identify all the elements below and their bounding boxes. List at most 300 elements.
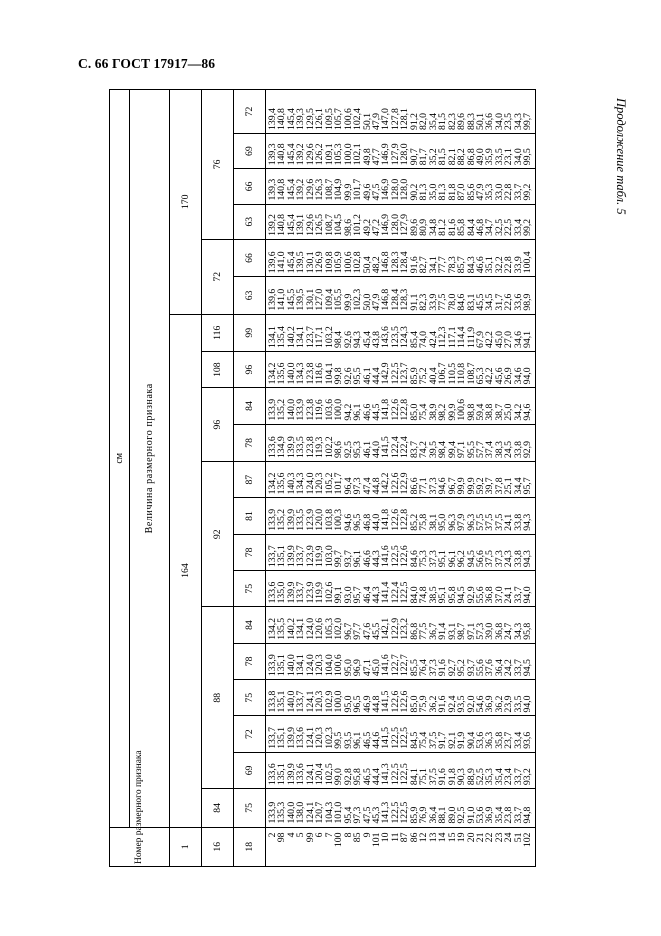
data-cell: 139,6	[267, 251, 278, 274]
data-cell: 88,2	[456, 148, 468, 166]
data-cell: 133,6	[267, 581, 278, 604]
data-cell: 37,3	[427, 550, 439, 568]
data-cell: 44,0	[370, 441, 382, 459]
data-cell: 142,1	[380, 617, 392, 640]
data-cell: 120,4	[314, 763, 326, 786]
data-cell: 74,8	[418, 586, 430, 604]
data-cell: 104,3	[323, 801, 335, 824]
data-cell: 135,5	[276, 617, 288, 640]
data-cell: 105,9	[333, 251, 345, 274]
data-cell: 103,2	[323, 326, 335, 348]
data-cell: 99,0	[333, 768, 345, 786]
data-cell: 37,4	[484, 441, 496, 459]
data-cell: 99,9	[456, 477, 468, 495]
row-id: 51	[512, 832, 524, 843]
data-cell: 108,7	[323, 214, 335, 236]
data-cell: 92,0	[465, 695, 477, 713]
data-cell: 47,7	[370, 148, 382, 166]
p18-value: 75	[234, 789, 266, 827]
data-cell: 43,8	[370, 331, 382, 348]
data-cell: 97,1	[456, 441, 468, 459]
data-cell: 102,6	[323, 581, 335, 604]
data-cell: 95,7	[522, 477, 534, 495]
data-cell: 119,9	[314, 581, 326, 604]
data-cell: 90,7	[408, 148, 420, 166]
data-cell: 99,5	[333, 731, 345, 749]
data-cell: 139,5	[295, 288, 307, 311]
data-cell: 96,1	[352, 403, 364, 421]
data-cell: 95,2	[456, 659, 468, 677]
p18-value: 87	[234, 462, 266, 498]
data-cell: 34,4	[512, 477, 524, 495]
data-cell: 91,4	[437, 622, 449, 640]
data-cell: 120,3	[314, 690, 326, 713]
data-cell: 35,2	[427, 148, 439, 166]
data-cell: 133,7	[267, 726, 278, 749]
data-cell: 34,3	[512, 113, 524, 130]
data-cell: 94,5	[522, 659, 534, 677]
data-cell: 123,8	[304, 362, 316, 385]
data-cell: 122,6	[389, 398, 401, 421]
data-cell: 45,6	[493, 367, 505, 385]
data-cell: 120,6	[314, 617, 326, 640]
data-cell: 140,8	[276, 108, 288, 130]
data-cell: 87,0	[456, 183, 468, 201]
data-cell: 37,3	[493, 550, 505, 568]
data-cell: 122,4	[389, 436, 401, 459]
data-cell: 93,1	[446, 622, 458, 640]
data-cell: 34,7	[484, 218, 496, 236]
data-cell: 122,7	[399, 654, 411, 677]
data-cell: 37,5	[427, 731, 439, 749]
data-cell: 95,8	[522, 622, 534, 640]
data-cell: 85,9	[408, 367, 420, 385]
data-cell: 139,9	[285, 726, 297, 749]
data-cell: 139,5	[295, 251, 307, 274]
row-id: 6	[314, 832, 326, 838]
row-id: 22	[484, 832, 496, 843]
data-cell: 55,6	[474, 586, 486, 604]
data-cell: 45,5	[370, 622, 382, 640]
data-cell: 120,3	[314, 726, 326, 749]
data-cell: 47,9	[474, 183, 486, 201]
data-cell: 36,8	[484, 586, 496, 604]
data-cell: 37,5	[427, 768, 439, 786]
data-cell: 46,8	[474, 218, 486, 236]
data-cell: 126,5	[314, 214, 326, 236]
data-cell: 100,3	[333, 508, 345, 531]
data-cell: 42,2	[484, 367, 496, 385]
data-cell: 85,0	[408, 695, 420, 713]
data-cell: 99,4	[446, 441, 458, 459]
data-cell: 122,5	[399, 801, 411, 824]
p16-group: 84	[202, 789, 234, 827]
data-cell: 95,5	[465, 441, 477, 459]
data-cell: 37,5	[493, 513, 505, 531]
data-column	[266, 314, 536, 351]
data-cell: 91,6	[437, 659, 449, 677]
data-cell: 54,6	[474, 695, 486, 713]
data-cell: 91,0	[465, 806, 477, 824]
data-cell: 139,1	[295, 214, 307, 236]
data-cell: 141,0	[276, 251, 288, 274]
data-cell: 126,2	[314, 143, 326, 166]
data-table	[109, 89, 536, 867]
data-cell: 34,6	[512, 367, 524, 385]
data-cell: 46,5	[361, 731, 373, 749]
data-cell: 75,4	[418, 731, 430, 749]
data-column	[266, 351, 536, 387]
data-cell: 34,0	[512, 148, 524, 166]
data-cell: 45,0	[370, 659, 382, 677]
data-cell: 138,0	[295, 801, 307, 824]
p16-group: 88	[202, 607, 234, 789]
data-cell: 119,3	[314, 436, 326, 459]
data-cell: 91,7	[437, 731, 449, 749]
data-cell: 34,1	[427, 256, 439, 274]
data-cell: 81,3	[418, 183, 430, 201]
data-cell: 122,5	[399, 763, 411, 786]
data-cell: 134,3	[295, 472, 307, 495]
data-cell: 46,9	[361, 695, 373, 713]
data-cell: 34,2	[512, 403, 524, 421]
data-cell: 44,8	[370, 695, 382, 713]
param-18-label: 18	[234, 827, 266, 866]
data-cell: 22,5	[503, 218, 515, 236]
data-cell: 88,9	[465, 768, 477, 786]
data-cell: 25,1	[503, 477, 515, 495]
data-cell: 35,9	[484, 148, 496, 166]
data-cell: 94,0	[522, 586, 534, 604]
row-id: 98	[276, 832, 288, 843]
row-id: 87	[399, 832, 411, 843]
data-cell: 94,3	[522, 550, 534, 568]
data-cell: 23,1	[503, 148, 515, 166]
data-cell: 124,1	[304, 690, 316, 713]
data-cell: 92,6	[342, 367, 354, 385]
data-cell: 33,4	[512, 731, 524, 749]
p18-value: 72	[234, 716, 266, 752]
data-cell: 92,9	[465, 586, 477, 604]
row-id: 102	[522, 832, 534, 848]
p18-value: 78	[234, 424, 266, 461]
data-cell: 139,4	[267, 108, 278, 130]
data-cell: 140,0	[285, 398, 297, 421]
data-cell: 142,9	[380, 362, 392, 385]
data-cell: 48,2	[370, 256, 382, 274]
data-cell: 146,9	[380, 178, 392, 201]
data-cell: 141,5	[380, 690, 392, 713]
data-column	[266, 462, 536, 498]
data-cell: 84,1	[408, 768, 420, 786]
data-cell: 96,7	[446, 477, 458, 495]
data-cell: 47,5	[370, 183, 382, 201]
data-cell: 98,9	[522, 293, 534, 311]
data-cell: 95,8	[352, 768, 364, 786]
data-cell: 139,3	[267, 178, 278, 201]
data-cell: 99,9	[342, 183, 354, 201]
data-cell: 133,5	[295, 436, 307, 459]
row-id: 8	[342, 832, 354, 838]
row-id: 9	[361, 832, 373, 838]
data-cell: 105,3	[333, 143, 345, 166]
data-cell: 105,5	[333, 288, 345, 311]
data-cell: 53,6	[474, 806, 486, 824]
data-cell: 75,2	[418, 367, 430, 385]
data-cell: 47,5	[361, 806, 373, 824]
row-ids-column	[266, 827, 536, 866]
data-cell: 95,3	[352, 441, 364, 459]
data-cell: 134,1	[295, 617, 307, 640]
data-cell: 104,5	[333, 214, 345, 236]
data-cell: 38,8	[484, 403, 496, 421]
data-cell: 96,2	[456, 550, 468, 568]
data-cell: 105,7	[333, 108, 345, 130]
data-cell: 36,2	[427, 695, 439, 713]
data-cell: 96,9	[352, 659, 364, 677]
data-cell: 81,7	[418, 148, 430, 166]
data-cell: 120,3	[314, 472, 326, 495]
data-cell: 133,8	[267, 690, 278, 713]
p16-group: 96	[202, 388, 234, 462]
p18-value: 81	[234, 498, 266, 534]
row-id: 21	[474, 832, 486, 843]
data-cell: 95,4	[342, 806, 354, 824]
data-cell: 106,7	[437, 362, 449, 385]
data-cell: 122,4	[389, 581, 401, 604]
data-cell: 98,4	[437, 441, 449, 459]
data-cell: 122,9	[389, 617, 401, 640]
data-cell: 33,7	[512, 183, 524, 201]
data-cell: 139,3	[295, 108, 307, 130]
data-cell: 45,5	[474, 293, 486, 311]
data-cell: 85,7	[456, 256, 468, 274]
p16-group: 116	[202, 314, 234, 351]
data-cell: 135,1	[276, 545, 288, 568]
data-cell: 75,8	[418, 513, 430, 531]
data-cell: 37,6	[484, 659, 496, 677]
data-cell: 35,4	[493, 806, 505, 824]
data-cell: 33,6	[512, 293, 524, 311]
data-cell: 46,6	[361, 403, 373, 421]
data-cell: 124,0	[304, 617, 316, 640]
data-cell: 95,0	[437, 513, 449, 531]
data-cell: 102,2	[323, 436, 335, 459]
param-16-label: 16	[202, 827, 234, 866]
data-cell: 91,8	[446, 768, 458, 786]
data-cell: 124,0	[304, 654, 316, 677]
data-cell: 94,0	[522, 695, 534, 713]
data-column	[266, 388, 536, 424]
data-cell: 84,4	[465, 218, 477, 236]
data-column	[266, 716, 536, 752]
data-cell: 98,8	[465, 403, 477, 421]
data-cell: 141,8	[380, 508, 392, 531]
data-cell: 78,0	[446, 293, 458, 311]
data-cell: 78,3	[446, 256, 458, 274]
data-cell: 109,5	[323, 108, 335, 130]
data-cell: 47,9	[370, 113, 382, 130]
data-cell: 38,7	[493, 403, 505, 421]
data-cell: 47,1	[361, 659, 373, 677]
data-cell: 141,3	[380, 763, 392, 786]
data-cell: 92,5	[456, 806, 468, 824]
data-cell: 127,8	[389, 108, 401, 130]
data-cell: 141,4	[380, 581, 392, 604]
data-cell: 50,0	[361, 293, 373, 311]
data-cell: 110,5	[446, 362, 458, 385]
data-cell: 134,1	[295, 326, 307, 348]
data-cell: 45,4	[361, 331, 373, 348]
data-cell: 92,4	[446, 695, 458, 713]
row-id: 23	[493, 832, 505, 843]
data-cell: 134,1	[267, 326, 278, 348]
data-cell: 101,7	[333, 472, 345, 495]
data-cell: 35,4	[427, 113, 439, 130]
data-cell: 141,5	[380, 726, 392, 749]
data-cell: 140,8	[276, 214, 288, 236]
data-cell: 32,5	[493, 218, 505, 236]
data-cell: 112,3	[437, 326, 449, 348]
data-cell: 127,0	[314, 288, 326, 311]
data-cell: 31,7	[493, 293, 505, 311]
data-cell: 99,5	[522, 148, 534, 166]
data-cell: 36,8	[493, 622, 505, 640]
data-cell: 33,0	[493, 183, 505, 201]
data-cell: 126,3	[314, 178, 326, 201]
data-cell: 22,8	[503, 183, 515, 201]
data-cell: 122,6	[389, 508, 401, 531]
data-cell: 123,9	[304, 545, 316, 568]
data-cell: 97,3	[352, 806, 364, 824]
data-cell: 94,6	[437, 477, 449, 495]
data-cell: 123,5	[389, 326, 401, 348]
data-cell: 98,7	[456, 622, 468, 640]
data-cell: 94,1	[522, 331, 534, 348]
row-id: 7	[323, 832, 335, 838]
data-cell: 109,1	[323, 143, 335, 166]
data-cell: 104,0	[323, 654, 335, 677]
data-cell: 36,9	[484, 695, 496, 713]
data-cell: 46,6	[361, 550, 373, 568]
data-cell: 94,3	[522, 513, 534, 531]
data-cell: 33,4	[512, 218, 524, 236]
data-cell: 101,0	[333, 801, 345, 824]
data-cell: 128,3	[399, 288, 411, 311]
data-cell: 90,2	[408, 183, 420, 201]
data-cell: 50,4	[361, 256, 373, 274]
data-cell: 36,2	[493, 695, 505, 713]
data-cell: 98,6	[342, 218, 354, 236]
data-cell: 46,1	[361, 367, 373, 385]
data-cell: 95,0	[342, 695, 354, 713]
data-column	[266, 571, 536, 607]
data-cell: 93,2	[522, 768, 534, 786]
data-cell: 135,1	[276, 763, 288, 786]
data-cell: 122,8	[399, 508, 411, 531]
data-cell: 83,7	[408, 441, 420, 459]
data-cell: 93,6	[522, 731, 534, 749]
data-cell: 25,0	[503, 403, 515, 421]
data-cell: 82,7	[418, 256, 430, 274]
data-cell: 22,6	[503, 293, 515, 311]
data-cell: 33,8	[512, 441, 524, 459]
data-cell: 76,4	[418, 659, 430, 677]
data-cell: 124,1	[304, 801, 316, 824]
data-cell: 46,6	[474, 256, 486, 274]
data-cell: 133,5	[295, 508, 307, 531]
data-cell: 99,2	[522, 183, 534, 201]
data-cell: 75,9	[418, 695, 430, 713]
data-cell: 44,4	[370, 768, 382, 786]
data-cell: 35,3	[484, 768, 496, 786]
p16-group: 72	[202, 239, 234, 314]
p18-value: 96	[234, 351, 266, 387]
data-cell: 146,9	[380, 214, 392, 236]
data-cell: 122,8	[399, 398, 411, 421]
data-cell: 139,2	[267, 214, 278, 236]
data-cell: 103,0	[323, 545, 335, 568]
data-cell: 97,7	[352, 622, 364, 640]
data-cell: 57,5	[474, 513, 486, 531]
data-cell: 84,6	[408, 550, 420, 568]
data-cell: 91,6	[437, 695, 449, 713]
data-cell: 109,4	[323, 288, 335, 311]
data-cell: 140,3	[285, 472, 297, 495]
data-cell: 89,6	[456, 113, 468, 130]
data-cell: 146,8	[380, 288, 392, 311]
row-id: 12	[418, 832, 430, 843]
data-cell: 119,6	[314, 399, 326, 421]
data-cell: 93,7	[465, 659, 477, 677]
data-cell: 133,7	[295, 545, 307, 568]
data-cell: 129,5	[304, 108, 316, 130]
data-cell: 133,9	[267, 654, 278, 677]
data-cell: 99,7	[333, 550, 345, 568]
data-cell: 47,9	[370, 293, 382, 311]
data-cell: 85,6	[465, 183, 477, 201]
data-cell: 123,7	[399, 362, 411, 385]
data-cell: 82,0	[418, 113, 430, 130]
data-cell: 139,9	[285, 508, 297, 531]
data-cell: 102,4	[352, 108, 364, 130]
data-cell: 67,9	[474, 331, 486, 348]
data-cell: 42,4	[427, 331, 439, 348]
data-cell: 133,6	[267, 436, 278, 459]
data-cell: 100,6	[342, 251, 354, 274]
data-cell: 85,2	[408, 513, 420, 531]
data-cell: 94,3	[352, 331, 364, 348]
data-cell: 96,3	[465, 513, 477, 531]
data-cell: 146,9	[380, 143, 392, 166]
data-cell: 35,8	[493, 731, 505, 749]
data-cell: 122,6	[389, 690, 401, 713]
data-cell: 44,3	[370, 586, 382, 604]
row-header-label: Номер размерного признака	[110, 827, 170, 866]
data-cell: 100,0	[342, 143, 354, 166]
p16-group: 92	[202, 462, 234, 607]
data-cell: 44,8	[370, 477, 382, 495]
p18-value: 78	[234, 643, 266, 679]
data-cell: 122,5	[389, 545, 401, 568]
data-cell: 90,3	[456, 768, 468, 786]
data-cell: 135,3	[276, 801, 288, 824]
data-cell: 97,3	[352, 477, 364, 495]
data-cell: 96,1	[446, 550, 458, 568]
data-cell: 102,9	[323, 690, 335, 713]
data-cell: 85,5	[408, 659, 420, 677]
data-cell: 53,6	[474, 731, 486, 749]
